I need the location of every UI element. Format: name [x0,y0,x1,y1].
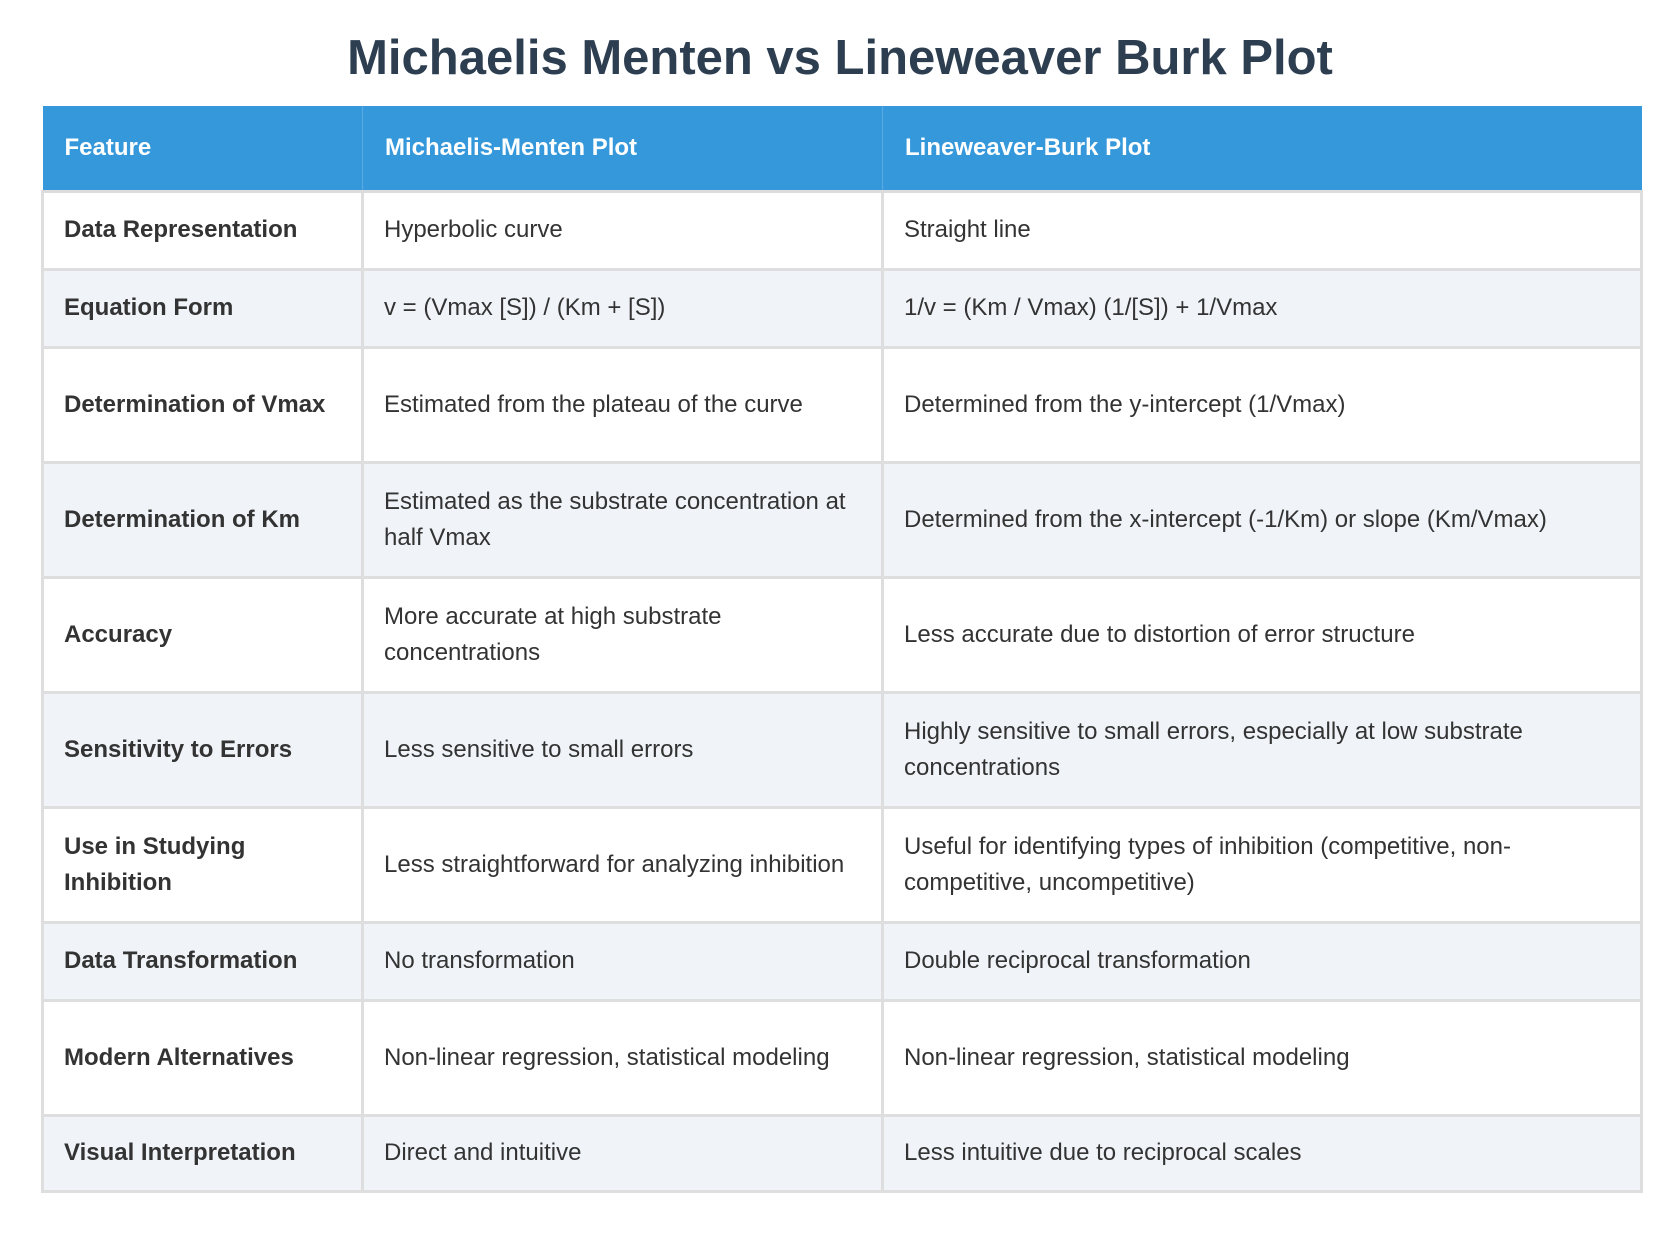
table-row [43,347,1642,462]
header-michaelis-menten: Michaelis-Menten Plot [363,106,883,191]
lineweaver-burk-cell: Less intuitive due to reciprocal scales [883,1115,1642,1191]
lineweaver-burk-cell: 1/v = (Km / Vmax) (1/[S]) + 1/Vmax [883,269,1642,347]
michaelis-menten-cell: v = (Vmax [S]) / (Km + [S]) [363,269,883,347]
feature-cell: Sensitivity to Errors [43,692,363,807]
feature-cell: Visual Interpretation [43,1115,363,1191]
feature-cell: Accuracy [43,577,363,692]
michaelis-menten-cell: Hyperbolic curve [363,191,883,269]
michaelis-menten-cell: More accurate at high substrate concentrations [363,577,883,692]
michaelis-menten-cell: Estimated as the substrate concentration at half Vmax [363,462,883,577]
lineweaver-burk-cell: Less accurate due to distortion of error structure [883,577,1642,692]
michaelis-menten-cell: Non-linear regression, statistical modeling [363,1000,883,1115]
table-row [43,1000,1642,1115]
table-row [43,269,1642,347]
table-row [43,191,1642,269]
feature-cell: Use in Studying Inhibition [43,807,363,922]
feature-cell: Modern Alternatives [43,1000,363,1115]
header-lineweaver-burk: Lineweaver-Burk Plot [883,106,1642,191]
lineweaver-burk-cell: Determined from the y-intercept (1/Vmax) [883,347,1642,462]
michaelis-menten-cell: Less straightforward for analyzing inhibition [363,807,883,922]
lineweaver-burk-cell: Useful for identifying types of inhibition (competitive, non-competitive, uncompetitive) [883,807,1642,922]
michaelis-menten-cell: Estimated from the plateau of the curve [363,347,883,462]
table-header-row [43,106,1642,191]
comparison-table [41,106,1643,1193]
feature-cell: Equation Form [43,269,363,347]
feature-cell: Data Representation [43,191,363,269]
page-title: Michaelis Menten vs Lineweaver Burk Plot [347,31,1333,85]
table-row [43,1115,1642,1191]
lineweaver-burk-cell: Double reciprocal transformation [883,922,1642,1000]
michaelis-menten-cell: No transformation [363,922,883,1000]
lineweaver-burk-cell: Non-linear regression, statistical modeling [883,1000,1642,1115]
michaelis-menten-cell: Direct and intuitive [363,1115,883,1191]
feature-cell: Determination of Vmax [43,347,363,462]
table-row [43,807,1642,922]
michaelis-menten-cell: Less sensitive to small errors [363,692,883,807]
lineweaver-burk-cell: Highly sensitive to small errors, especially at low substrate concentrations [883,692,1642,807]
table-row [43,692,1642,807]
header-feature: Feature [43,106,363,191]
feature-cell: Data Transformation [43,922,363,1000]
lineweaver-burk-cell: Determined from the x-intercept (-1/Km) or slope (Km/Vmax) [883,462,1642,577]
table-row [43,462,1642,577]
table-row [43,922,1642,1000]
feature-cell: Determination of Km [43,462,363,577]
lineweaver-burk-cell: Straight line [883,191,1642,269]
table-row [43,577,1642,692]
